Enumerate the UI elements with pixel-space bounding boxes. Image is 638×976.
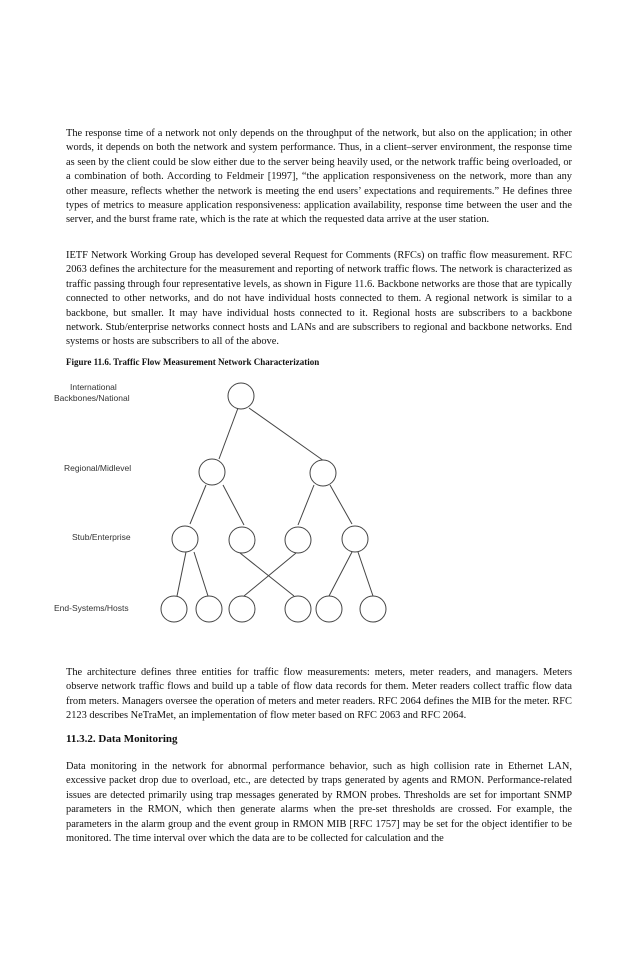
node-host-4	[285, 596, 311, 622]
edge-stub-4-host-5	[329, 552, 352, 596]
node-host-6	[360, 596, 386, 622]
paragraph-ietf-rfc: IETF Network Working Group has developed several Request for Comments (RFCs) on traffic flow measurement. RFC 2063 defines the architecture for the measurement and reporting of network traffic flows. The network is characterized as traffic passing through four representative levels, as shown in Figure 11.6. Backbone networks are those that are typically connected to other networks, and do not have individual hosts connected to them. A regional network is similar to a backbone, but smaller. It may have individual hosts connected to it. Regional hosts are subscribers to a backbone network. Stub/enterprise networks connect hosts and LANs and are subscribers to regional and backbone networks. End systems or hosts are subscribers to all of the above.	[66, 250, 572, 348]
node-regional-left	[199, 459, 225, 485]
paragraph-data-monitoring: Data monitoring in the network for abnormal performance behavior, such as high collision rate in Ethernet LAN, excessive packet drop due to overload, etc., are detected by traps generated by agents and RMON. Performance-related issues are detected primarily using trap messages generated by RMON probes. Thresholds are set for important SNMP parameters in the RMON, which then generate alarms when the pre-set thresholds are crossed. For example, the parameters in the alarm group and the event group in RMON MIB [RFC 1757] may be set for the object identifier to be monitored. The time interval over which the data are to be collected for calculation and the	[66, 761, 572, 845]
level-label-regional: Regional/Midlevel	[64, 463, 132, 473]
level-label-end-systems: End-Systems/Hosts	[54, 603, 129, 613]
edge-regional-right-stub-4	[330, 485, 352, 524]
network-hierarchy-diagram	[54, 372, 386, 622]
node-stub-2	[229, 527, 255, 553]
level-label-backbone-line2: Backbones/National	[54, 393, 130, 403]
node-host-2	[196, 596, 222, 622]
edge-regional-left-stub-2	[223, 485, 244, 525]
node-host-5	[316, 596, 342, 622]
edge-regional-left-stub-1	[190, 485, 206, 524]
paragraph-response-time: The response time of a network not only depends on the throughput of the network, but also on the application; in other words, it depends on both the network and system performance. Thus, in a client–server environment, the response time as seen by the client could be slow either due to the server being heavily used, or the network traffic being overloaded, or a combination of both. According to Feldmeir [1997], “the application responsiveness on the network, more than any other measure, reflects whether the network is meeting the end users’ expectations and requirements.” He defines three types of metrics to measure application responsiveness: application availability, response time between the user and the server, and the burst frame rate, which is the rate at which the requested data arrive at the user station.	[66, 128, 572, 226]
edge-stub-1-host-2	[194, 552, 208, 596]
section-heading: 11.3.2. Data Monitoring	[66, 733, 178, 745]
node-stub-4	[342, 526, 368, 552]
node-backbone	[228, 383, 254, 409]
figure-caption: Figure 11.6. Traffic Flow Measurement Network Characterization	[66, 357, 320, 367]
edge-stub-1-host-1	[177, 552, 186, 596]
node-host-3	[229, 596, 255, 622]
node-stub-3	[285, 527, 311, 553]
node-host-1	[161, 596, 187, 622]
edge-stub-2-host-4	[240, 553, 294, 596]
edge-backbone-regional-right	[249, 408, 324, 461]
node-regional-right	[310, 460, 336, 486]
level-label-backbone-line1: International	[70, 382, 117, 392]
edge-stub-4-host-6	[358, 552, 373, 596]
edge-regional-right-stub-3	[298, 485, 314, 525]
paragraph-architecture: The architecture defines three entities for traffic flow measurements: meters, meter readers, and managers. Meters observe network traffic flows and build up a table of flow data records for them. Meter readers collect traffic flow data from meters. Managers oversee the operation of meters and meter readers. RFC 2064 defines the MIB for the meter. RFC 2123 describes NeTraMet, an implementation of flow meter based on RFC 2063 and RFC 2064.	[66, 667, 572, 722]
level-label-stub: Stub/Enterprise	[72, 532, 131, 542]
node-stub-1	[172, 526, 198, 552]
edge-stub-3-host-3	[244, 553, 296, 596]
edge-backbone-regional-left	[219, 408, 238, 459]
